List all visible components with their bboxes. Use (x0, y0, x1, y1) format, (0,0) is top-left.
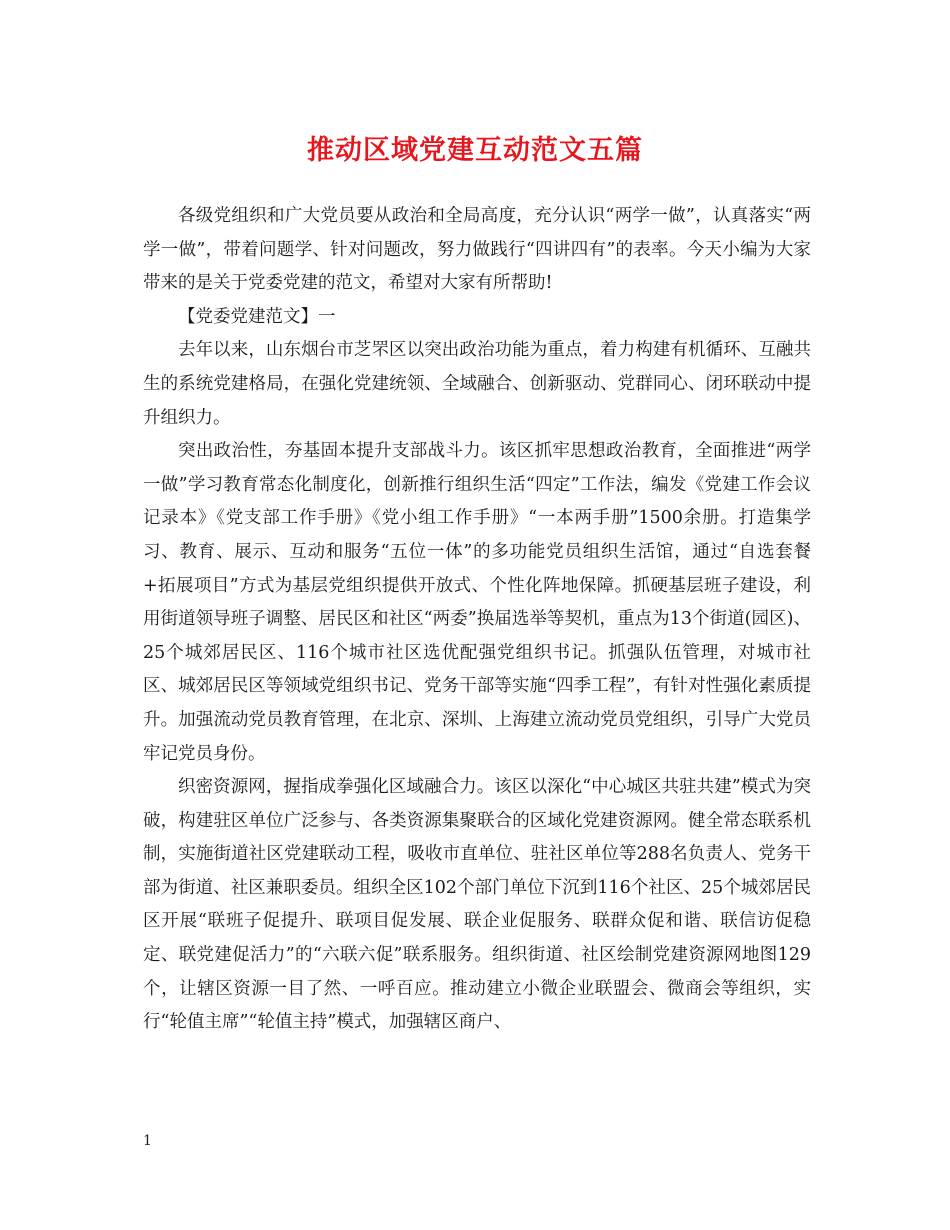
paragraph-overview: 去年以来，山东烟台市芝罘区以突出政治功能为重点，着力构建有机循环、互融共生的系统党建格局，在强化党建统领、全域融合、创新驱动、党群同心、闭环联动中提升组织力。 (143, 340, 811, 428)
paragraph-resource-network: 织密资源网，握指成拳强化区域融合力。该区以深化“中心城区共驻共建”模式为突破，构建驻区单位广泛参与、各类资源集聚联合的区域化党建资源网。健全常态联系机制，实施街道社区党建联动工程，吸收市直单位、驻社区单位等288名负责人、党务干部为街道、社区兼职委员。组织全区102个部门单位下沉到116个社区、25个城郊居民区开展“联班子促提升、联项目促发展、联企业促服务、联群众促和谐、联信访促稳定、联党建促活力”的“六联六促”联系服务。组织街道、社区绘制党建资源网地图129个，让辖区资源一目了然、一呼百应。推动建立小微企业联盟会、微商会等组织，实行“轮值主席”“轮值主持”模式，加强辖区商户、 (143, 777, 811, 1033)
document-body (143, 200, 811, 1040)
document-title: 推动区域党建互动范文五篇 (307, 135, 643, 166)
page-number: 1 (143, 1133, 152, 1149)
paragraph-intro: 各级党组织和广大党员要从政治和全局高度，充分认识“两学一做”，认真落实“两学一做”，带着问题学、针对问题改，努力做践行“四讲四有”的表率。今天小编为大家带来的是关于党委党建的范文，希望对大家有所帮助! (143, 206, 811, 294)
section-heading: 【党委党建范文】一 (178, 306, 336, 327)
paragraph-political: 突出政治性，夯基固本提升支部战斗力。该区抓牢思想政治教育，全面推进“两学一做”学习教育常态化制度化，创新推行组织生活“四定”工作法，编发《党建工作会议记录本》《党支部工作手册》《党小组工作手册》“一本两手册”1500余册。打造集学习、教育、展示、互动和服务“五位一体”的多功能党员组织生活馆，通过“自选套餐+拓展项目”方式为基层党组织提供开放式、个性化阵地保障。抓硬基层班子建设，利用街道领导班子调整、居民区和社区“两委”换届选举等契机，重点为13个街道(园区)、25个城郊居民区、116个城市社区选优配强党组织书记。抓强队伍管理，对城市社区、城郊居民区等领域党组织书记、党务干部等实施“四季工程”，有针对性强化素质提升。加强流动党员教育管理，在北京、深圳、上海建立流动党员党组织，引导广大党员牢记党员身份。 (143, 441, 811, 764)
